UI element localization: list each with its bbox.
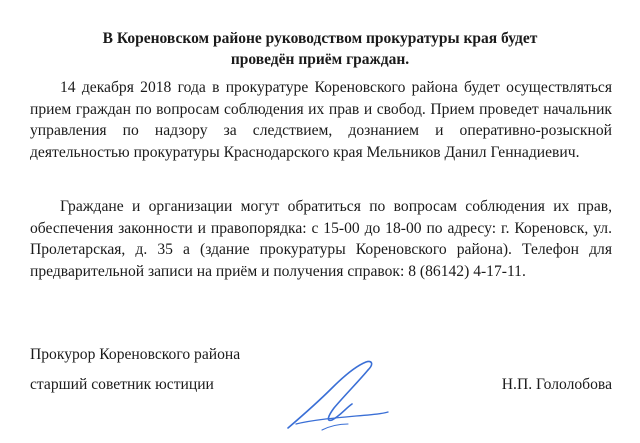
title-line-2: проведён приём граждан. (230, 51, 410, 68)
signature-stroke (322, 424, 348, 430)
paragraph-announcement: 14 декабря 2018 года в прокуратуре Кореновского района будет осуществляться прием граждан по вопросам соблюдения их прав и свобод. Прием проведет начальник управления по надзору за следствием, дознанием и оперативно-розыскной деятельностью прокуратуры Краснодарского края Мельников Данил Геннадиевич. (30, 79, 612, 161)
signature-stroke (296, 412, 388, 424)
document-title (40, 28, 600, 70)
paragraph-contact-info: Граждане и организации могут обратиться по вопросам соблюдения их прав, обеспечения законности и правопорядка: с 15-00 до 18-00 по адресу: г. Кореновск, ул. Пролетарская, д. 35 а (здание прокуратуры Кореновского района). Телефон для предварительной записи на приём и получения справок: 8 (86142) 4-17-11. (30, 198, 612, 280)
title-line-1: В Кореновском районе руководством прокуратуры края будет (102, 30, 538, 47)
signer-position-line-1: Прокурор Кореновского района (30, 346, 241, 363)
signer-name: Н.П. Гололобова (501, 376, 612, 393)
handwritten-signature (282, 358, 392, 438)
signer-position-line-2: старший советник юстиции (30, 376, 214, 393)
